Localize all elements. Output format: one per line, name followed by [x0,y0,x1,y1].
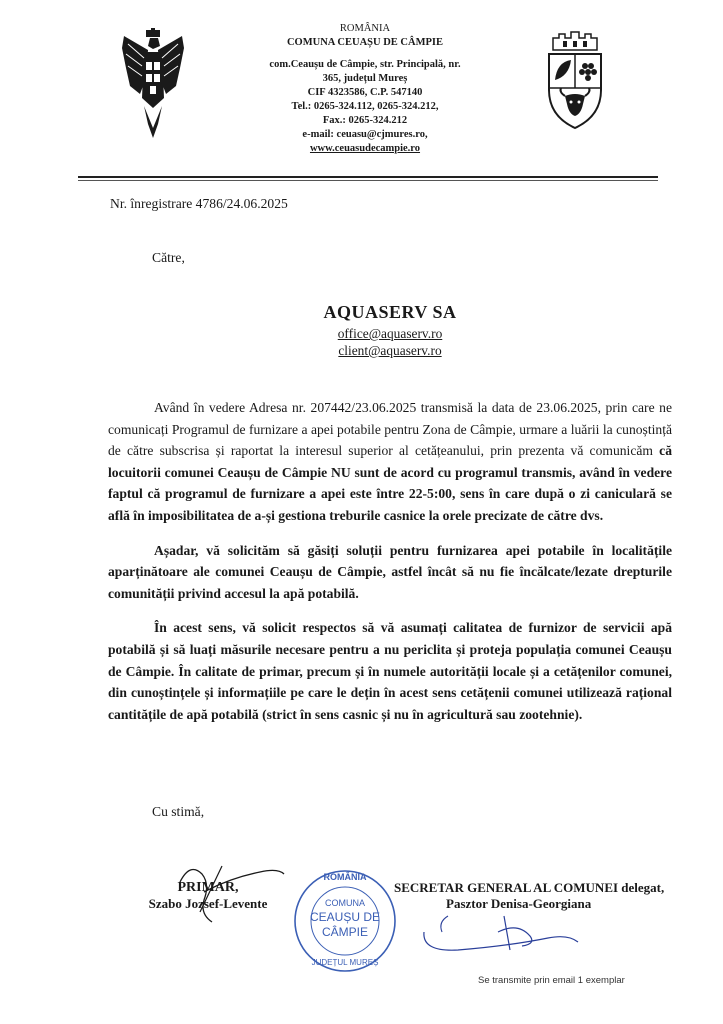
mayor-handwritten-signature-icon [160,852,290,932]
official-stamp-icon [290,866,400,976]
stamp-line2: COMUNA [325,898,365,908]
romania-coat-of-arms-icon [120,28,186,140]
paragraph-1-bold-text: că locuitorii comunei Ceaușu de Câmpie NU sunt de acord cu programul transmis, având în vedere faptul că programul de furnizare a apei este între 22-5:00, sens în care după o zi caniculară se află în imposibilitatea de a-și gestiona treburile casnice la orele precizate de către dvs. [108,443,672,523]
header-cif: CIF 4323586, C.P. 547140 [307,87,423,98]
header-website-link[interactable]: www.ceuasudecampie.ro [309,143,421,154]
to-label: Către, [152,250,185,265]
paragraph-1 [108,397,672,527]
header-divider [78,176,658,178]
paragraph-3-text: În acest sens, vă solicit respectos să vă asumați calitatea de furnizor de servicii apă potabilă și să luați măsurile necesare pentru a nu periclita și proteja populația comunei Ceaușu de Câmpie. În calitate de primar, precum și în numele autorității locale și a cetățenilor comunei, din cunoștințele și informațiile pe care le dețin în acest sens cetățenii comunei utilizează rațional cantitățile de apă potabilă (strict în sens casnic și nu în agricultură sau zootehnie). [108,620,672,722]
recipient-block [300,301,480,359]
mayor-name: Szabo Jozsef-Levente [148,896,268,911]
commune-coat-of-arms-icon [543,30,607,130]
secretary-handwritten-signature-icon [418,902,588,962]
header-address-line1: com.Ceaușu de Câmpie, str. Principală, nr. [269,59,461,70]
header-commune: COMUNA CEUAȘU DE CÂMPIE [286,37,444,48]
recipient-email-office-link[interactable]: office@aquaserv.ro [337,326,443,341]
recipient-email-client-link[interactable]: client@aquaserv.ro [338,343,442,358]
header-divider-thin [78,180,658,181]
paragraph-3 [108,617,672,725]
paragraph-1-text: Având în vedere Adresa nr. 207442/23.06.2025 transmisă la data de 23.06.2025, prin care ne comunicați Programul de furnizare a apei potabile pentru Zona de Câmpie, urmare a luării la cunoștință de către subscrisa și raportat la interesul superior al cetățeanului, prin prezenta vă comunicăm [108,400,672,459]
stamp-line1: ROMÂNIA [323,872,367,882]
header-address-line2: 365, județul Mureș [322,73,408,84]
footer-note: Se transmite prin email 1 exemplar [478,975,625,986]
secretary-name: Pasztor Denisa-Georgiana [446,896,592,911]
header-country: ROMÂNIA [339,23,391,34]
header-email: e-mail: ceuasu@cjmures.ro, [302,129,428,140]
registration-number: Nr. înregistrare 4786/24.06.2025 [110,196,288,211]
mayor-title: PRIMAR, [177,880,239,895]
stamp-line4: CÂMPIE [321,925,368,939]
header-tel: Tel.: 0265-324.112, 0265-324.212, [291,101,439,112]
header-fax: Fax.: 0265-324.212 [322,115,408,126]
secretary-title: SECRETAR GENERAL AL COMUNEI delegat, [394,880,665,895]
letterhead [200,22,530,156]
paragraph-2-text: Așadar, vă solicităm să găsiți soluții pentru furnizarea apei potabile în localitățile aparținătoare ale comunei Ceaușu de Câmpie, astfel încât să nu fie încălcate/lezate drepturile comunității privind accesul la apă potabilă. [108,542,672,601]
closing: Cu stimă, [152,804,205,819]
paragraph-2 [108,540,672,605]
stamp-line3: CEAUȘU DE [309,910,380,924]
letter-body [108,397,672,735]
recipient-name: AQUASERV SA [323,302,457,322]
stamp-line5: JUDEȚUL MUREȘ [311,958,379,967]
